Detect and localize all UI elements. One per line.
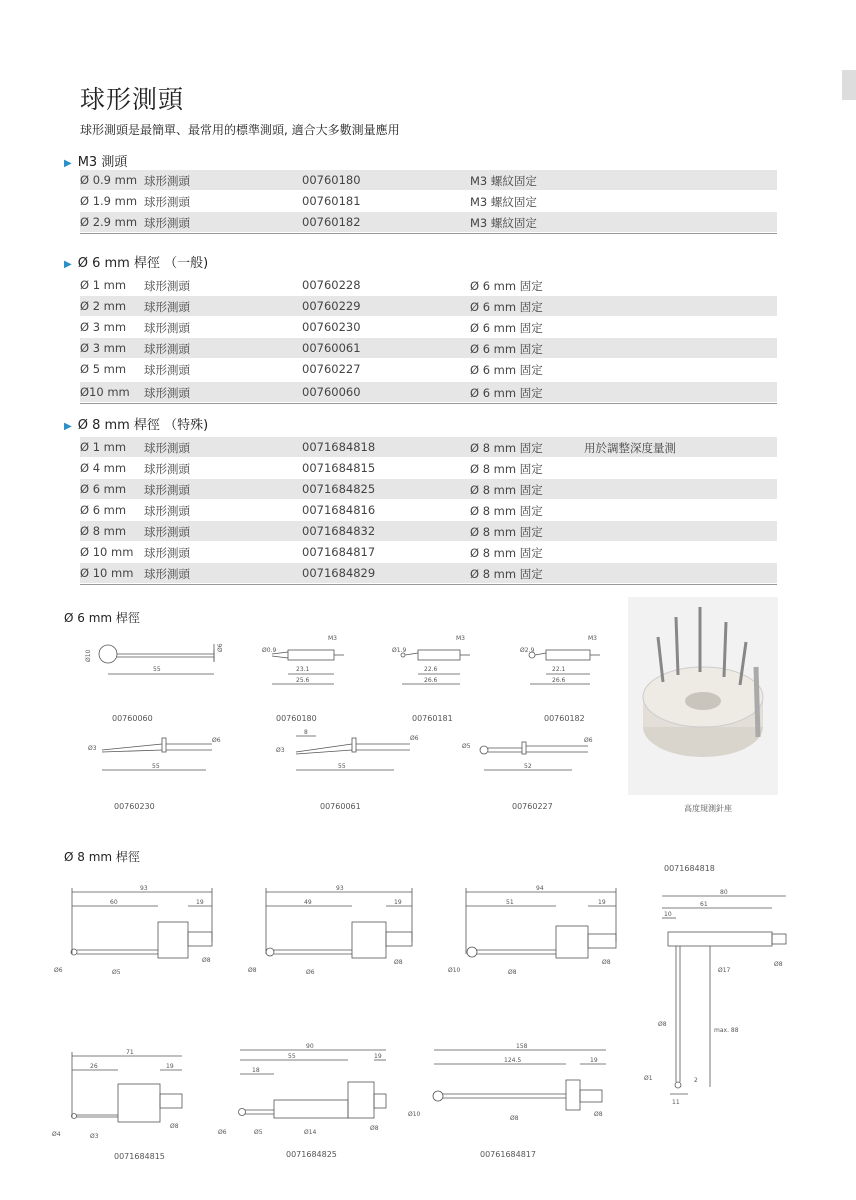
svg-text:Ø10: Ø10 xyxy=(85,649,92,662)
svg-text:51: 51 xyxy=(506,899,514,906)
page-subtitle: 球形測頭是最簡單、最常用的標準測頭, 適合大多數測量應用 xyxy=(80,123,400,137)
table-d8 xyxy=(80,437,777,585)
svg-text:Ø8: Ø8 xyxy=(508,969,517,976)
drawing-00760230 xyxy=(82,730,222,780)
svg-text:55: 55 xyxy=(153,666,161,673)
svg-text:19: 19 xyxy=(598,899,606,906)
figure-label-d6: Ø 6 mm 桿徑 xyxy=(64,611,140,625)
drawing-d2 xyxy=(214,1040,394,1140)
table-row: Ø 10 mm 球形測頭 0071684829 Ø 8 mm 固定 xyxy=(80,563,777,584)
svg-text:90: 90 xyxy=(306,1043,314,1050)
caption-00760182: 00760182 xyxy=(544,714,585,723)
table-row: Ø 6 mm 球形測頭 0071684816 Ø 8 mm 固定 xyxy=(80,500,777,521)
table-row: Ø 10 mm 球形測頭 0071684817 Ø 8 mm 固定 xyxy=(80,542,777,563)
svg-text:25.6: 25.6 xyxy=(296,677,310,684)
svg-text:Ø3: Ø3 xyxy=(88,745,97,752)
caption-00761684817: 00761684817 xyxy=(480,1150,536,1159)
svg-text:93: 93 xyxy=(140,885,148,892)
svg-text:Ø5: Ø5 xyxy=(462,743,471,750)
table-row: Ø 3 mm 球形測頭 00760061 Ø 6 mm 固定 xyxy=(80,338,777,359)
drawing-00760181 xyxy=(392,630,482,690)
section-heading-d8: ▶ Ø 8 mm 桿徑 （特殊) xyxy=(64,418,209,433)
svg-text:Ø8: Ø8 xyxy=(602,959,611,966)
svg-text:80: 80 xyxy=(720,889,728,896)
svg-text:Ø8: Ø8 xyxy=(510,1115,519,1122)
triangle-bullet-icon: ▶ xyxy=(64,259,72,270)
svg-text:94: 94 xyxy=(536,885,544,892)
drawing-c3 xyxy=(446,882,636,982)
svg-text:Ø17: Ø17 xyxy=(718,967,731,974)
page-edge-tab xyxy=(842,70,856,100)
drawing-c4 xyxy=(640,882,790,1112)
triangle-bullet-icon: ▶ xyxy=(64,158,72,169)
svg-text:8: 8 xyxy=(304,729,308,736)
svg-text:Ø5: Ø5 xyxy=(254,1129,263,1136)
caption-0071684818: 0071684818 xyxy=(664,864,715,873)
svg-text:55: 55 xyxy=(338,763,346,770)
caption-00760181: 00760181 xyxy=(412,714,453,723)
svg-text:22.1: 22.1 xyxy=(552,666,566,673)
svg-text:Ø6: Ø6 xyxy=(218,1129,227,1136)
table-row: Ø 1 mm 球形測頭 0071684818 Ø 8 mm 固定 用於調整深度量測 xyxy=(80,437,777,458)
svg-text:26.6: 26.6 xyxy=(424,677,438,684)
drawing-00760060 xyxy=(78,632,228,692)
caption-00760227: 00760227 xyxy=(512,802,553,811)
svg-text:Ø8: Ø8 xyxy=(594,1111,603,1118)
photo-caption: 高度規測針座 xyxy=(684,804,732,813)
svg-text:Ø6: Ø6 xyxy=(306,969,315,976)
svg-text:2: 2 xyxy=(694,1077,698,1084)
svg-text:19: 19 xyxy=(196,899,204,906)
svg-text:26: 26 xyxy=(90,1063,98,1070)
caption-0071684815: 0071684815 xyxy=(114,1152,165,1161)
svg-text:Ø8: Ø8 xyxy=(394,959,403,966)
svg-text:Ø6: Ø6 xyxy=(54,967,63,974)
table-row: Ø 5 mm 球形測頭 00760227 Ø 6 mm 固定 xyxy=(80,359,777,382)
probe-holder-photo xyxy=(628,597,778,795)
svg-text:26.6: 26.6 xyxy=(552,677,566,684)
svg-text:19: 19 xyxy=(590,1057,598,1064)
table-row: Ø 6 mm 球形測頭 0071684825 Ø 8 mm 固定 xyxy=(80,479,777,500)
svg-text:Ø8: Ø8 xyxy=(248,967,257,974)
svg-text:Ø4: Ø4 xyxy=(52,1131,61,1138)
svg-text:71: 71 xyxy=(126,1049,134,1056)
svg-text:Ø3: Ø3 xyxy=(90,1133,99,1140)
svg-text:M3: M3 xyxy=(456,635,465,642)
caption-0071684825: 0071684825 xyxy=(286,1150,337,1159)
table-row: Ø 1.9 mm 球形測頭 00760181 M3 螺紋固定 xyxy=(80,191,777,212)
svg-text:19: 19 xyxy=(166,1063,174,1070)
drawing-00760227 xyxy=(458,730,608,780)
svg-text:Ø6: Ø6 xyxy=(217,643,224,652)
table-row: Ø 3 mm 球形測頭 00760230 Ø 6 mm 固定 xyxy=(80,317,777,338)
caption-00760061: 00760061 xyxy=(320,802,361,811)
table-d6 xyxy=(80,275,777,404)
table-row: Ø 2 mm 球形測頭 00760229 Ø 6 mm 固定 xyxy=(80,296,777,317)
svg-text:61: 61 xyxy=(700,901,708,908)
svg-text:11: 11 xyxy=(672,1099,680,1106)
svg-text:60: 60 xyxy=(110,899,118,906)
svg-text:max. 88: max. 88 xyxy=(714,1027,739,1034)
drawing-00760180 xyxy=(262,630,352,690)
page-title: 球形測頭 xyxy=(80,85,185,114)
drawing-d1 xyxy=(50,1046,200,1146)
svg-text:Ø8: Ø8 xyxy=(202,957,211,964)
svg-text:Ø8: Ø8 xyxy=(774,961,783,968)
svg-text:55: 55 xyxy=(288,1053,296,1060)
svg-text:19: 19 xyxy=(374,1053,382,1060)
svg-text:19: 19 xyxy=(394,899,402,906)
svg-text:23.1: 23.1 xyxy=(296,666,310,673)
figure-label-d8: Ø 8 mm 桿徑 xyxy=(64,850,140,864)
table-m3 xyxy=(80,170,777,234)
svg-text:Ø2.9: Ø2.9 xyxy=(520,647,535,654)
svg-text:Ø6: Ø6 xyxy=(410,735,419,742)
triangle-bullet-icon: ▶ xyxy=(64,421,72,432)
table-row: Ø 4 mm 球形測頭 0071684815 Ø 8 mm 固定 xyxy=(80,458,777,479)
svg-text:158: 158 xyxy=(516,1043,528,1050)
svg-text:Ø6: Ø6 xyxy=(584,737,593,744)
caption-00760180: 00760180 xyxy=(276,714,317,723)
svg-text:22.6: 22.6 xyxy=(424,666,438,673)
svg-text:49: 49 xyxy=(304,899,312,906)
svg-text:M3: M3 xyxy=(328,635,337,642)
section-heading-d6: ▶ Ø 6 mm 桿徑 （一般) xyxy=(64,256,209,271)
drawing-00760182 xyxy=(520,630,610,690)
svg-text:M3: M3 xyxy=(588,635,597,642)
svg-text:Ø1.9: Ø1.9 xyxy=(392,647,407,654)
svg-text:18: 18 xyxy=(252,1067,260,1074)
svg-text:Ø6: Ø6 xyxy=(212,737,221,744)
table-row: Ø 1 mm 球形測頭 00760228 Ø 6 mm 固定 xyxy=(80,275,777,296)
drawing-00760061 xyxy=(272,726,422,778)
svg-text:Ø8: Ø8 xyxy=(370,1125,379,1132)
caption-00760060: 00760060 xyxy=(112,714,153,723)
svg-text:Ø14: Ø14 xyxy=(304,1129,317,1136)
drawing-d3 xyxy=(406,1040,616,1140)
svg-text:10: 10 xyxy=(664,911,672,918)
svg-text:93: 93 xyxy=(336,885,344,892)
svg-text:Ø8: Ø8 xyxy=(170,1123,179,1130)
svg-text:124.5: 124.5 xyxy=(504,1057,522,1064)
svg-text:55: 55 xyxy=(152,763,160,770)
svg-text:Ø10: Ø10 xyxy=(448,967,461,974)
drawing-c2 xyxy=(246,882,436,982)
caption-00760230: 00760230 xyxy=(114,802,155,811)
svg-text:Ø5: Ø5 xyxy=(112,969,121,976)
svg-text:Ø1: Ø1 xyxy=(644,1075,653,1082)
table-row: Ø 2.9 mm 球形測頭 00760182 M3 螺紋固定 xyxy=(80,212,777,233)
table-row: Ø 0.9 mm 球形測頭 00760180 M3 螺紋固定 xyxy=(80,170,777,191)
svg-text:Ø8: Ø8 xyxy=(658,1021,667,1028)
svg-text:Ø3: Ø3 xyxy=(276,747,285,754)
section-heading-m3: ▶ M3 測頭 xyxy=(64,155,128,170)
svg-text:Ø0.9: Ø0.9 xyxy=(262,647,277,654)
table-row: Ø10 mm 球形測頭 00760060 Ø 6 mm 固定 xyxy=(80,382,777,403)
table-row: Ø 8 mm 球形測頭 0071684832 Ø 8 mm 固定 xyxy=(80,521,777,542)
svg-text:Ø10: Ø10 xyxy=(408,1111,421,1118)
svg-text:52: 52 xyxy=(524,763,532,770)
drawing-c1 xyxy=(52,882,242,982)
